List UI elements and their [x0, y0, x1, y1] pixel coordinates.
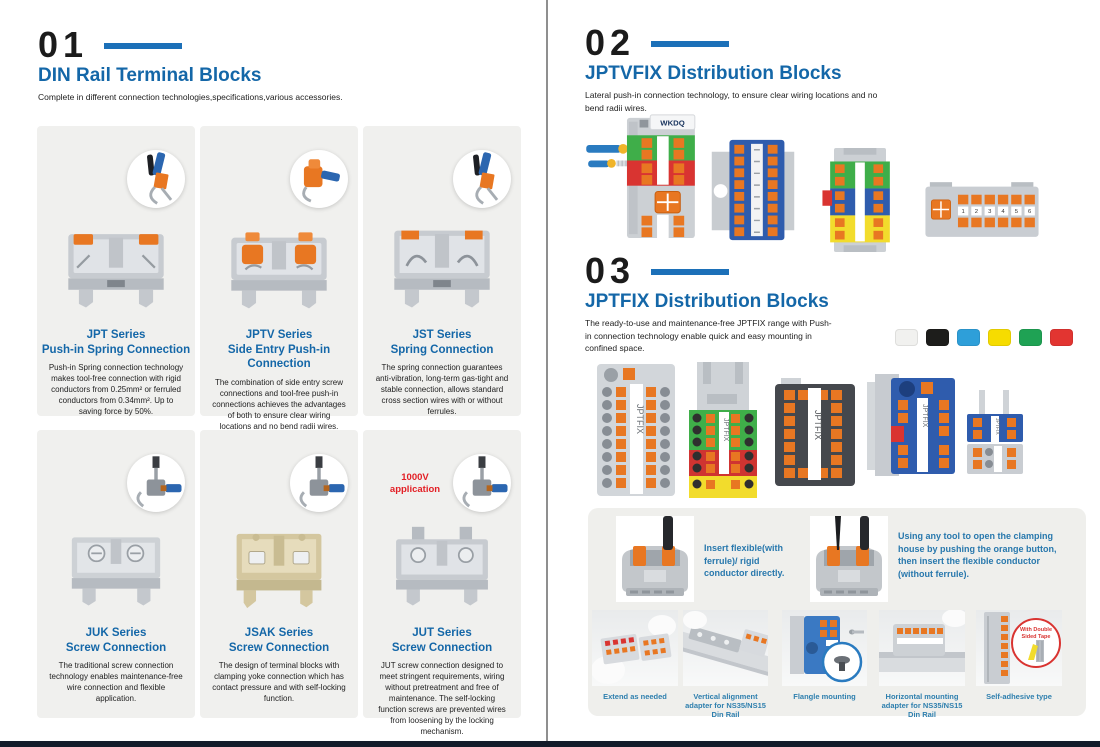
- series-title: JSAK Series Screw Connection: [228, 627, 330, 654]
- jptfix-block-compact: [963, 390, 1027, 476]
- color-swatch-blue: [957, 329, 980, 346]
- terminal-block-cards: [37, 126, 521, 736]
- distribution-block-illustration: [773, 378, 857, 488]
- jptfix-block-black: [773, 378, 857, 488]
- section-number: 02: [585, 22, 636, 63]
- instruction-text-2: Using any tool to open the clamping house by pushing the orange button, then insert the flexible conductor (without ferrule).: [898, 531, 1057, 579]
- product-label: JPTFIX: [722, 418, 729, 442]
- terminal-block-illustration: [226, 228, 332, 318]
- product-image: [37, 430, 195, 622]
- section-number: 01: [38, 24, 89, 65]
- section-title: DIN Rail Terminal Blocks: [38, 65, 262, 86]
- mounting-image-vertical-adapter: [683, 610, 768, 686]
- distribution-block-illustration: [921, 172, 1043, 250]
- section-number: 03: [585, 250, 636, 291]
- screwdriver-icon: [127, 454, 185, 512]
- jptfix-block-blue: [865, 372, 957, 480]
- accent-line: [104, 43, 182, 49]
- distribution-block-illustration: [683, 360, 763, 500]
- distribution-block-illustration: [595, 362, 677, 498]
- terminal-block-illustration: [63, 526, 169, 616]
- series-description: The combination of side entry screw connections and tool-free push-in connections achieves the advantages of both to ensure clear wiring locations and no bend radii wires.: [212, 377, 346, 431]
- distribution-block-illustration: [822, 148, 898, 252]
- double-sided-tape-inset: [1011, 618, 1061, 668]
- mounting-image-self-adhesive: [976, 610, 1062, 686]
- brand-label: WKDQ: [660, 118, 685, 128]
- terminal-number: 3: [988, 209, 992, 216]
- mounting-label-self-adhesive: Self-adhesive type: [986, 692, 1052, 701]
- section-title: JPTVFIX Distribution Blocks: [585, 63, 842, 84]
- product-image: [37, 126, 195, 324]
- voltage-badge: 1000V application: [389, 472, 441, 495]
- color-options: [895, 329, 1073, 346]
- connection-detail-inset: [453, 150, 511, 208]
- wire-pushin-icon: [127, 150, 185, 208]
- section-subtitle: The ready-to-use and maintenance-free JPTFIX range with Push-in connection technology enable quick and easy mounting in confined space.: [585, 318, 832, 353]
- connection-detail-inset: [453, 454, 511, 512]
- product-card-jptv: [200, 126, 358, 431]
- product-card-juk: [37, 430, 195, 718]
- wire-spring-icon: [453, 150, 511, 208]
- color-swatch-red: [1050, 329, 1073, 346]
- series-title: JUK Series Screw Connection: [65, 627, 167, 654]
- terminal-number: 5: [1014, 209, 1019, 216]
- connection-detail-inset: [127, 454, 185, 512]
- mounting-label-vertical-adapter: Vertical alignment adapter for NS35/NS15 Din Rail: [685, 692, 766, 719]
- section-3-header: [585, 250, 835, 355]
- section-2-header: [585, 22, 885, 114]
- product-image: [200, 430, 358, 622]
- distribution-block-illustration: [707, 136, 799, 244]
- page-divider: [546, 0, 548, 747]
- series-title: JPT Series Push-in Spring Connection: [41, 329, 191, 356]
- color-swatch-black: [926, 329, 949, 346]
- distribution-block-illustration: [963, 390, 1027, 476]
- tape-note: With Double Sided Tape: [1019, 627, 1053, 640]
- jptvfix-block-blue: [707, 136, 799, 244]
- tape-icon: [1016, 640, 1056, 662]
- color-swatch-yellow: [988, 329, 1011, 346]
- terminal-block-illustration: [389, 228, 495, 318]
- clamp-tool-illustration: [810, 516, 888, 602]
- flange-mount-illustration: [782, 610, 867, 686]
- section-subtitle: Complete in different connection technologies,specifications,various accessories.: [38, 92, 343, 102]
- distribution-block-illustration: [585, 112, 699, 240]
- accent-line: [651, 41, 729, 47]
- terminal-number: 4: [1001, 209, 1005, 216]
- series-description: The design of terminal blocks with clamping yoke connection which has contact pressure and with self-locking function.: [212, 661, 346, 703]
- product-card-jut: [363, 430, 521, 736]
- product-image: [363, 430, 521, 622]
- jptfix-block-green-red-yellow: [683, 360, 763, 500]
- accent-line: [651, 269, 729, 275]
- connection-detail-inset: [290, 150, 348, 208]
- terminal-number: 1: [961, 209, 965, 216]
- mounting-label-extend: Extend as needed: [603, 692, 667, 701]
- footer-bar: [0, 741, 1100, 747]
- jptvfix-products: [585, 112, 1060, 260]
- product-label: JPTFIX: [921, 404, 928, 428]
- section-title: JPTFIX Distribution Blocks: [585, 291, 829, 312]
- color-swatch-white: [895, 329, 918, 346]
- mounting-label-flange: Flangle mounting: [793, 692, 856, 701]
- screwdriver-icon: [290, 454, 348, 512]
- series-title: JPTV Series Side Entry Push-in Connection: [227, 329, 331, 370]
- extend-illustration: [592, 610, 678, 686]
- series-description: The traditional screw connection technology enables maintenance-free wire connection and flexible application.: [49, 661, 183, 703]
- wire-side-entry-icon: [290, 150, 348, 208]
- series-description: JUT screw connection designed to meet stringent requirements, wiring without pretreatment and free of maintenance. The self-locking function screws are prevented wires from loosening by the locking mechanism.: [378, 661, 506, 736]
- terminal-block-illustration: [226, 526, 332, 616]
- product-label: JPTFIX: [635, 404, 645, 435]
- product-label: JPTFIX: [813, 410, 823, 441]
- jptfix-products: [585, 360, 1065, 502]
- clamp-insert-illustration: [616, 516, 694, 602]
- product-card-jst: [363, 126, 521, 416]
- terminal-number: 6: [1028, 209, 1032, 216]
- jptvfix-block-horizontal: [921, 172, 1043, 250]
- terminal-number: 2: [974, 209, 979, 216]
- color-swatch-green: [1019, 329, 1042, 346]
- open-clamp-image: [810, 516, 888, 602]
- series-title: JUT Series Screw Connection: [391, 627, 493, 654]
- series-description: The spring connection guarantees anti-vibration, long-term gas-tight and stable connection, allows standard cross section wires with or without ferrules.: [375, 363, 509, 416]
- vertical-adapter-illustration: [683, 610, 768, 686]
- mounting-label-horizontal-adapter: Horizontal mounting adapter for NS35/NS15 Din Rail: [881, 692, 963, 719]
- connection-detail-inset: [290, 454, 348, 512]
- jptvfix-block-wired: [585, 112, 699, 240]
- instruction-text-1: Insert flexible(with ferrule)/ rigid conductor directly.: [704, 543, 785, 578]
- product-card-jsak: [200, 430, 358, 718]
- insert-conductor-image: [616, 516, 694, 602]
- jptfix-block-gray: [595, 362, 677, 498]
- product-image: [200, 126, 358, 324]
- product-card-jpt: [37, 126, 195, 416]
- distribution-block-illustration: [865, 372, 957, 480]
- terminal-block-illustration: [389, 526, 495, 616]
- series-title: JST Series Spring Connection: [390, 329, 494, 356]
- product-image: [363, 126, 521, 324]
- mounting-image-horizontal-adapter: [879, 610, 965, 686]
- screwdriver-icon: [453, 454, 511, 512]
- terminal-block-illustration: [63, 228, 169, 318]
- horizontal-adapter-illustration: [879, 610, 965, 686]
- product-label: JPTFIX: [994, 418, 1000, 435]
- section-1-header: [38, 24, 343, 104]
- section-subtitle: Lateral push-in connection technology, to ensure clear wiring locations and no bend radii wires.: [585, 90, 878, 113]
- connection-detail-inset: [127, 150, 185, 208]
- usage-panel: [588, 508, 1086, 719]
- mounting-image-flange: [782, 610, 867, 686]
- series-description: Push-in Spring connection technology makes tool-free connection with rigid conductors from 0.25mm² or ferruled conductors from 0.34mm². Up to saving force by 50%.: [48, 363, 184, 416]
- jptvfix-block-multicolor: [822, 148, 898, 252]
- mounting-image-extend: [592, 610, 678, 686]
